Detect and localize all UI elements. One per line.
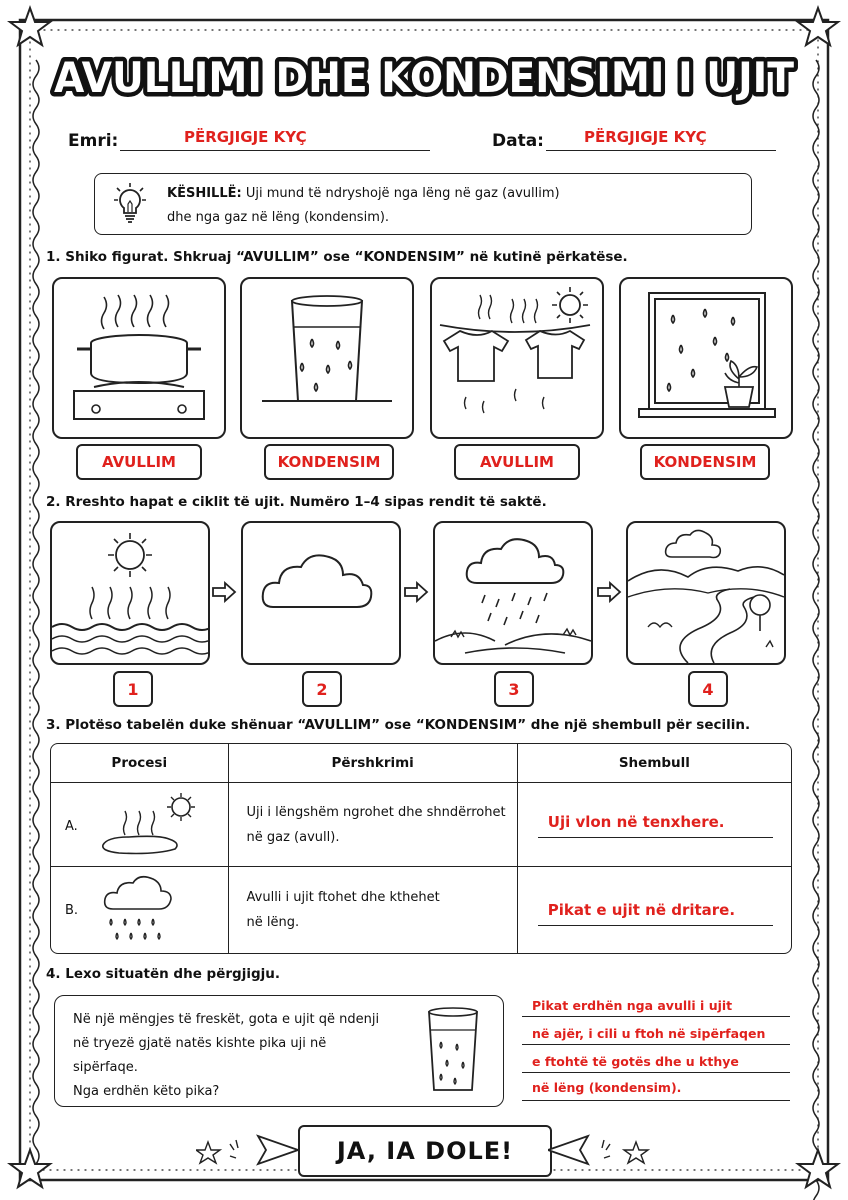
tip-box (94, 173, 752, 235)
answer-box-4[interactable]: KONDENSIM (640, 444, 770, 480)
name-field[interactable] (120, 150, 430, 151)
question-2-prompt: 2. Rreshto hapat e ciklit të ujit. Numëro 1–4 sipas rendit të saktë. (46, 494, 547, 510)
arrow-right-icon (403, 581, 429, 603)
svg-text:AVULLIMI DHE KONDENSIMI I UJIT: AVULLIMI DHE KONDENSIMI I UJIT (54, 53, 795, 102)
answer-field[interactable] (522, 1072, 790, 1073)
example-field[interactable] (538, 837, 773, 838)
cycle-evaporation (50, 521, 210, 665)
picture-drying-clothes (430, 277, 604, 439)
question-1-prompt: 1. Shiko figurat. Shkruaj “AVULLIM” ose “KONDENSIM” në kutinë përkatëse. (46, 249, 628, 265)
situation-line: Në një mëngjes të freskët, gota e ujit që ndenji (73, 1012, 380, 1027)
answer-field[interactable] (522, 1016, 790, 1017)
date-field[interactable] (546, 150, 776, 151)
tip-text-line2: dhe nga gaz në lëng (kondensim). (167, 210, 390, 225)
example-answer: Uji vlon në tenxhere. (547, 813, 725, 831)
picture-cold-glass (240, 277, 414, 439)
cycle-river (626, 521, 786, 665)
answer-box-3[interactable]: AVULLIM (454, 444, 580, 480)
answer-line-1: Pikat erdhën nga avulli i ujit (532, 998, 733, 1013)
answer-line-4: në lëng (kondensim). (532, 1080, 682, 1095)
table-header-description: Përshkrimi (229, 744, 518, 783)
number-box-2[interactable]: 2 (302, 671, 342, 707)
picture-boiling-pot (52, 277, 226, 439)
row-description-line2: në lëng. (246, 915, 300, 930)
glass-icon (423, 1006, 483, 1096)
answer-line-3: e ftohtë të gotës dhe u kthye (532, 1054, 739, 1069)
number-box-3[interactable]: 3 (494, 671, 534, 707)
table-row (51, 867, 791, 953)
tip-label: KËSHILLË: (167, 186, 242, 201)
banner-ja-ia-dole: JA, IA DOLE! (298, 1125, 552, 1177)
example-field[interactable] (538, 925, 773, 926)
date-answer: PËRGJIGJE KYÇ (584, 128, 707, 146)
answer-field[interactable] (522, 1100, 790, 1101)
row-description-line1: Uji i lëngshëm ngrohet dhe shndërrohet (246, 804, 506, 820)
answer-field[interactable] (522, 1044, 790, 1045)
date-label: Data: (492, 131, 544, 151)
process-table (50, 743, 792, 954)
arrow-right-icon (596, 581, 622, 603)
row-description-line2: në gaz (avull). (246, 829, 340, 845)
tip-text-line1: Uji mund të ndryshojë nga lëng në gaz (avullim) (245, 186, 560, 201)
number-box-1[interactable]: 1 (113, 671, 153, 707)
arrow-right-icon (211, 581, 237, 603)
evaporating-puddle-icon (95, 789, 205, 859)
name-label: Emri: (68, 131, 119, 151)
banner-right-decoration (548, 1130, 650, 1170)
banner-left-decoration (196, 1130, 298, 1170)
rain-cloud-icon (97, 873, 177, 947)
table-header-example: Shembull (518, 744, 791, 783)
cycle-cloud-forming (241, 521, 401, 665)
question-3-prompt: 3. Plotëso tabelën duke shënuar “AVULLIM” ose “KONDENSIM” dhe një shembull për secilin. (46, 717, 751, 733)
example-answer: Pikat e ujit në dritare. (547, 901, 736, 919)
row-description-line1: Avulli i ujit ftohet dhe kthehet (246, 890, 440, 905)
situation-box (54, 995, 504, 1107)
picture-window-droplets (619, 277, 793, 439)
answer-box-2[interactable]: KONDENSIM (264, 444, 394, 480)
row-letter: B. (65, 903, 79, 918)
answer-box-1[interactable]: AVULLIM (76, 444, 202, 480)
cycle-rain (433, 521, 593, 665)
answer-line-2: në ajër, i cili u ftoh në sipërfaqen (532, 1026, 766, 1041)
situation-line: Nga erdhën këto pika? (73, 1084, 220, 1099)
table-header-process: Procesi (51, 744, 229, 783)
name-answer: PËRGJIGJE KYÇ (184, 128, 307, 146)
question-4-prompt: 4. Lexo situatën dhe përgjigju. (46, 966, 280, 982)
worksheet-title (40, 42, 808, 112)
number-box-4[interactable]: 4 (688, 671, 728, 707)
table-row (51, 783, 791, 867)
lightbulb-icon (113, 182, 147, 226)
row-letter: A. (65, 819, 78, 834)
situation-line: në tryezë gjatë natës kishte pika uji në sipërfaqe. (73, 1036, 327, 1075)
